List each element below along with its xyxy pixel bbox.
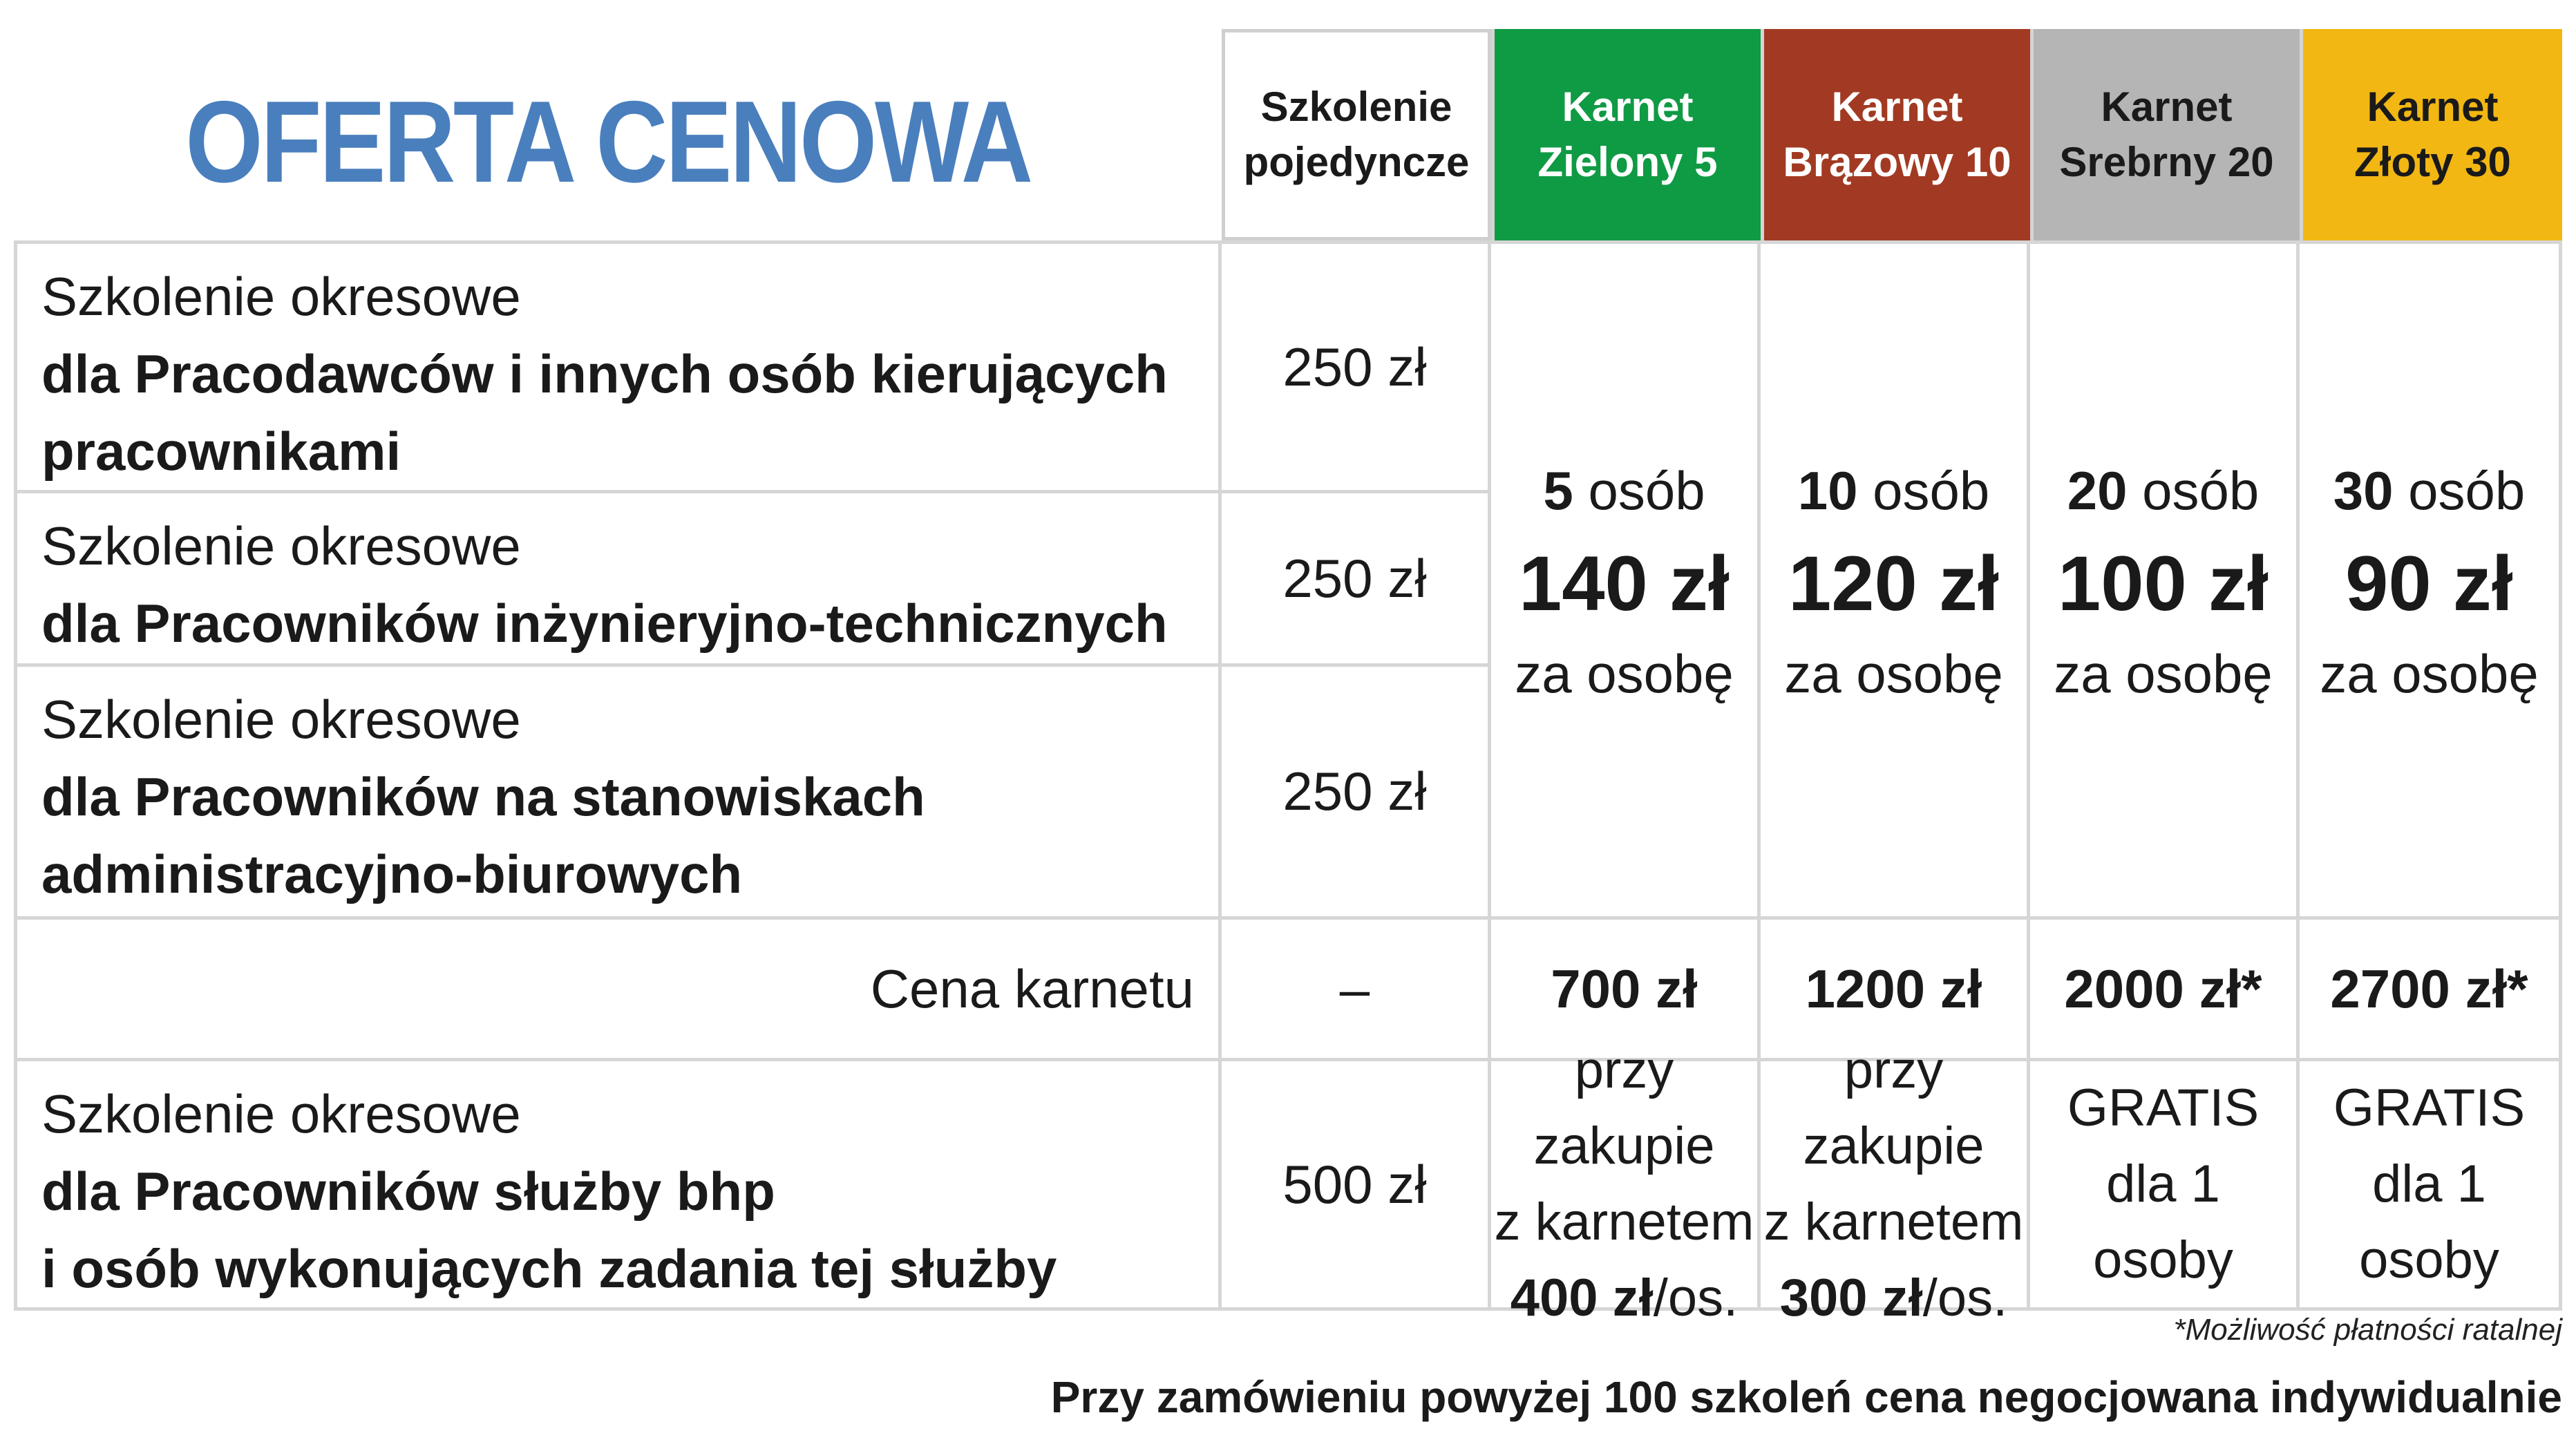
row-description <box>14 663 1222 920</box>
karnet-offer-gold <box>2296 240 2562 920</box>
bhp-karnet-price: 300 zł <box>1779 1269 1923 1327</box>
offer-per: za osobę <box>2054 643 2273 704</box>
row-line1: Szkolenie okresowe <box>41 689 521 750</box>
header-karnet-line1: Karnet <box>2101 84 2233 130</box>
row-line3: administracyjno-biurowych <box>41 844 743 904</box>
bhp-line3: i osób wykonujących zadania tej służby <box>41 1238 1057 1299</box>
offer-price: 140 zł <box>1518 540 1730 627</box>
bhp-karnet-line-a: GRATIS <box>2333 1079 2526 1137</box>
offer-count: 20 <box>2067 459 2128 521</box>
bhp-description <box>14 1058 1222 1311</box>
row-line2: dla Pracowników inżynieryjno-technicznych <box>41 593 1168 654</box>
header-karnet-line2: Srebrny 20 <box>2059 139 2274 185</box>
footnote: *Możliwość płatności ratalnej <box>2173 1313 2562 1347</box>
header-karnet-line2: Brązowy 10 <box>1783 139 2011 185</box>
offer-per: za osobę <box>2320 643 2539 704</box>
cena-karnet-silver: 2000 zł* <box>2027 916 2300 1061</box>
header-single-training <box>1222 29 1491 240</box>
header-karnet-line2: Zielony 5 <box>1537 139 1718 185</box>
bhp-karnet-line-a: przy zakupie <box>1803 1041 1985 1175</box>
bhp-karnet-line-b: z karnetem <box>1494 1193 1754 1251</box>
bhp-karnet-green <box>1488 1041 1761 1327</box>
bhp-karnet-line-a: GRATIS <box>2067 1079 2260 1137</box>
row-line2: dla Pracowników na stanowiskach <box>41 766 925 827</box>
bhp-price: 500 zł <box>1218 1058 1491 1311</box>
header-karnet-line1: Karnet <box>2367 84 2499 130</box>
bhp-karnet-price-unit: /os. <box>1922 1269 2008 1327</box>
offer-per: za osobę <box>1784 643 2003 704</box>
karnet-offer-brown <box>1757 240 2030 920</box>
row-price: 250 zł <box>1218 490 1491 667</box>
offer-per: za osobę <box>1515 643 1734 704</box>
row-description <box>14 240 1222 493</box>
header-karnet-brown <box>1761 29 2030 240</box>
row-price: 250 zł <box>1218 663 1491 920</box>
offer-price: 90 zł <box>2345 540 2513 627</box>
offer-count: 10 <box>1797 459 1858 521</box>
offer-price: 100 zł <box>2057 540 2269 627</box>
bhp-karnet-gold <box>2296 1058 2562 1311</box>
bhp-karnet-brown <box>1757 1041 2030 1327</box>
row-line1: Szkolenie okresowe <box>41 515 521 576</box>
bottom-note: Przy zamówieniu powyżej 100 szkoleń cena negocjowana indywidualnie <box>1050 1372 2562 1422</box>
karnet-offer-green <box>1488 240 1761 920</box>
offer-count-unit: osób <box>2408 459 2526 521</box>
cena-karnet-gold: 2700 zł* <box>2296 916 2562 1061</box>
row-line2: dla Pracodawców i innych osób kierujących <box>41 343 1168 404</box>
header-karnet-silver <box>2030 29 2300 240</box>
offer-price: 120 zł <box>1788 540 2000 627</box>
page-title: OFERTA CENOWA <box>185 76 1031 207</box>
offer-count-unit: osób <box>2142 459 2260 521</box>
row-description <box>14 490 1222 667</box>
offer-count-unit: osób <box>1873 459 1990 521</box>
header-single-line1: Szkolenie <box>1260 84 1452 130</box>
header-karnet-line2: Złoty 30 <box>2354 139 2511 185</box>
bhp-karnet-line-b: dla 1 osoby <box>2093 1155 2233 1289</box>
offer-count: 5 <box>1543 459 1573 521</box>
header-karnet-gold <box>2300 29 2562 240</box>
header-karnet-line1: Karnet <box>1562 84 1694 130</box>
karnet-offer-silver <box>2027 240 2300 920</box>
header-karnet-green <box>1491 29 1761 240</box>
cena-karnet-brown: 1200 zł <box>1757 916 2030 1061</box>
offer-count-unit: osób <box>1588 459 1705 521</box>
cena-single: – <box>1218 916 1491 1061</box>
offer-count: 30 <box>2333 459 2394 521</box>
bhp-karnet-line-b: dla 1 osoby <box>2359 1155 2499 1289</box>
header-single-line2: pojedyncze <box>1243 139 1470 185</box>
cena-karnetu-label: Cena karnetu <box>14 916 1222 1061</box>
bhp-karnet-silver <box>2027 1058 2300 1311</box>
row-line1: Szkolenie okresowe <box>41 266 521 327</box>
bhp-karnet-price: 400 zł <box>1510 1269 1654 1327</box>
bhp-karnet-price-unit: /os. <box>1653 1269 1739 1327</box>
header-karnet-line1: Karnet <box>1831 84 1963 130</box>
bhp-karnet-line-a: przy zakupie <box>1533 1041 1715 1175</box>
row-line3: pracownikami <box>41 421 401 482</box>
bhp-line1: Szkolenie okresowe <box>41 1083 521 1144</box>
bhp-karnet-line-b: z karnetem <box>1763 1193 2024 1251</box>
cena-karnet-green: 700 zł <box>1488 916 1761 1061</box>
row-price: 250 zł <box>1218 240 1491 493</box>
bhp-line2: dla Pracowników służby bhp <box>41 1161 775 1222</box>
